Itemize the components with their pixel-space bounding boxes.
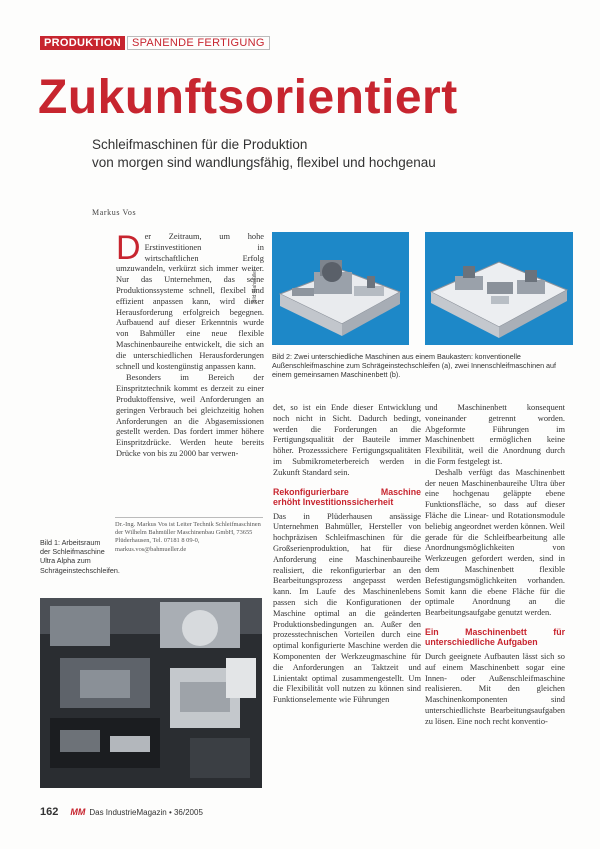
- machine-image-a: [272, 232, 409, 345]
- paragraph: und Maschinenbett konsequent voneinander getrennt worden. Abgeformte Führungen im Maschinenbett ermöglichen keine Flexibilität, weil die Anordnung durch die Form festgelegt ist.: [425, 403, 565, 466]
- section-header: [40, 36, 270, 50]
- subheading: Rekonfigurierbare Maschine erhöht Investitionssicherheit: [273, 486, 421, 508]
- headline: Zukunftsorientiert: [38, 71, 458, 124]
- section-label: PRODUKTION: [40, 36, 125, 50]
- figure-caption-2: Bild 2: Zwei unterschiedliche Maschinen aus einem Baukasten: konventionelle Außenschleifmaschine zum Schrägeinstechschleifen (a), zwei Innenschleifmaschinen auf einem gemeinsamen Maschinenbett (b).: [272, 352, 557, 380]
- figure-caption-1: Bild 1: Arbeitsraum der Schleifmaschine Ultra Alpha zum Schrägeinstechschleifen.: [40, 538, 120, 575]
- drop-cap: D: [116, 229, 141, 267]
- paragraph: Durch geeignete Aufbauten lässt sich so auf einem Maschinenbett sogar eine Innen- oder Außenschleifmaschine realisieren. Mit den gleichen Maschinenkomponenten sind unterschiedlichste Bearbeitungsaufgaben zu lösen. Eine noch recht konventio-: [425, 651, 565, 726]
- column-1: [116, 229, 264, 460]
- paragraph: Deshalb verfügt das Maschinenbett der neuen Maschinenbaureihe Ultra über eine hochgenau geläppte ebene Funktionsfläche, so dass auf dieser Fläche die Linear- und Rotationsmodule beliebig angeordnet werden können. Weil gerade für die Schleifbearbeitung alle Anordnungsmöglichkeiten von Werkzeugen gefordert werden, sind in dem Maschinenbett flexible Befestigungsmöglichkeiten vorhanden. Somit kann die ebene Fläche für die optimale Anordnung an die Bearbeitungsaufgabe genutzt werden.: [425, 467, 565, 618]
- intro-paragraph: er Zeitraum, um hohe Erstinvestitionen in wirtschaftlichen Erfolg umzuwandeln, verkürzt sich immer weiter. Nur das Unternehmen, das seine Produktionssysteme schnell, flexibel und effizient anpassen kann, wird dieser Herausforderung erfolgreich begegnen. Aufbauend auf dieser Erkenntnis wurde von Bahmüller eine neue flexible Maschinenbaureihe entwickelt, die sich an die unterschiedlichen Herausforderungen schnell und kostengünstig anpassen kann.: [116, 232, 264, 371]
- author-bio: Dr.-Ing. Markus Vos ist Leiter Technik Schleifmaschinen der Wilhelm Bahmüller Maschinenbau GmbH, 73655 Plüderhausen, Tel. 07181 8 09-0, markus.vos@bahmueller.de: [115, 517, 263, 554]
- workspace-photo: [40, 598, 262, 788]
- page-number: 162: [40, 806, 59, 818]
- magazine-logo: MM: [70, 807, 86, 817]
- author-byline: Markus Vos: [92, 208, 137, 217]
- column-3: [425, 403, 565, 728]
- paragraph: Besonders im Bereich der Einspritztechnik kommt es derzeit zu einer Produktoffensive, weil Anforderungen an geringen Verbrauch bei gleichzeitig hohen Anforderungen an die Abgasemissionen gestellt werden. Das fordert immer höhere Einspritzdrücke. Werden heute bereits Drücke von bis zu 2000 bar verwen-: [116, 373, 264, 458]
- section-sublabel: SPANENDE FERTIGUNG: [127, 36, 270, 50]
- column-2: [273, 403, 421, 706]
- page-footer: [40, 806, 203, 818]
- deck-line-2: von morgen sind wandlungsfähig, flexibel und hochgenau: [92, 155, 436, 170]
- magazine-issue: Das IndustrieMagazin • 36/2005: [89, 807, 203, 817]
- machine-image-b: [425, 232, 573, 345]
- subheading: Ein Maschinenbett für unterschiedliche Aufgaben: [425, 626, 565, 648]
- deck-line-1: Schleifmaschinen für die Produktion: [92, 137, 308, 152]
- photo-credit: Bild: Bahmüller: [252, 269, 258, 303]
- deck: [92, 136, 436, 172]
- paragraph: Das in Plüderhausen ansässige Unternehmen Bahmüller, Hersteller von hochpräzisen Schleifmaschinen für die Großserienproduktion, hat für diese Anforderung eine Maschinenbaureihe realisiert, die rekonfigurierbar an den Bearbeitungsprozess angepasst werden kann. Im Laufe des Maschinenlebens passen sich die Konfigurationen der Maschine optimal an die geänderten Produktionsbedingungen an. Außer den prozesstechnischen Vorteilen durch eine optimal konfigurierte Maschine werden die Komponenten der Werkzeugmaschine für die Anforderungen an Taktzeit und Linientakt optimal zusammengestellt. Um die Flexibilität voll nutzen zu können sind Funktionselemente wie Führungen: [273, 511, 421, 705]
- paragraph: det, so ist ein Ende dieser Entwicklung noch nicht in Sicht. Dadurch bedingt, werden die Forderungen an die Fertigungsqualität der Bauteile immer höher. Prozesssichere Fertigungsqualitäten im Submikrometerbereich werden in Zukunft Standard sein.: [273, 403, 421, 477]
